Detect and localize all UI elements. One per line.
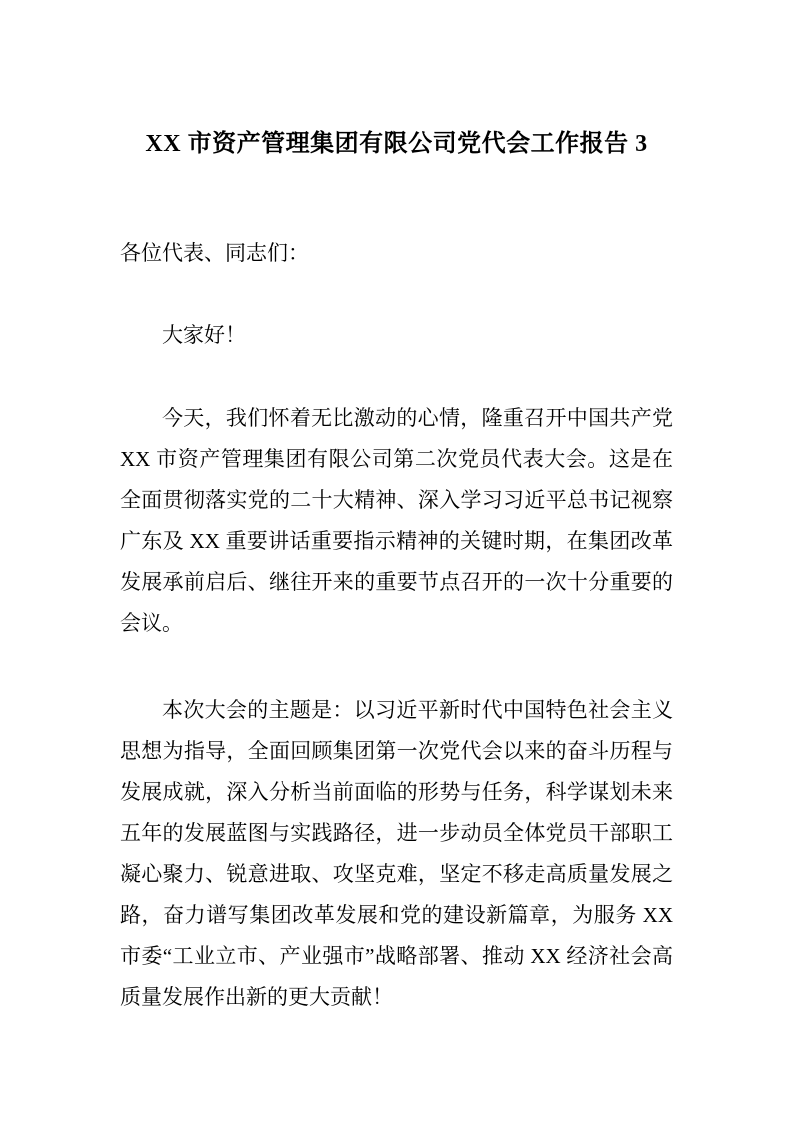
document-content [0,128,793,1018]
greeting-line: 大家好！ [162,323,246,347]
body-paragraph-1: 今天，我们怀着无比激动的心情，隆重召开中国共产党 XX 市资产管理集团有限公司第二次党员代表大会。这是在全面贯彻落实党的二十大精神、深入学习习近平总书记视察广东及 XX 重要讲话重要指示精神的关键时期，在集团改革发展承前启后、继往开来的重要节点召开的一次十分重要的会议。 [120,406,673,635]
document-title: XX 市资产管理集团有限公司党代会工作报告 3 [145,131,648,157]
salutation-line: 各位代表、同志们： [120,241,309,265]
body-paragraph-2: 本次大会的主题是：以习近平新时代中国特色社会主义思想为指导，全面回顾集团第一次党代会以来的奋斗历程与发展成就，深入分析当前面临的形势与任务，科学谋划未来五年的发展蓝图与实践路径，进一步动员全体党员干部职工凝心聚力、锐意进取、攻坚克难，坚定不移走高质量发展之路，奋力谱写集团改革发展和党的建设新篇章，为服务 XX 市委“工业立市、产业强市”战略部署、推动 XX 经济社会高质量发展作出新的更大贡献！ [120,698,673,1009]
